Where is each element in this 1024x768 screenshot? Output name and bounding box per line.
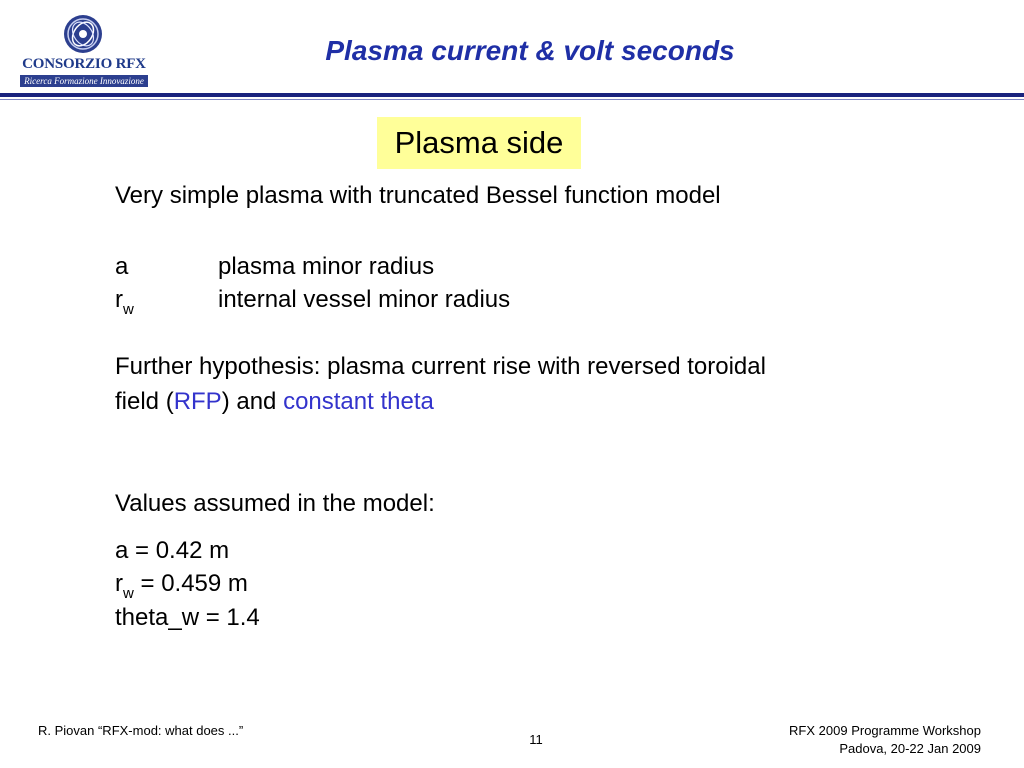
definition-meaning-a: plasma minor radius xyxy=(218,253,435,280)
slide-title: Plasma current & volt seconds xyxy=(325,35,735,66)
footer-event: RFX 2009 Programme Workshop xyxy=(789,723,981,738)
logo-name: CONSORZIO RFX xyxy=(22,56,146,72)
header-divider xyxy=(0,93,1024,97)
definition-symbol-rw: $r_w$ xyxy=(115,286,134,318)
value-rw: $r_w = 0.459$ m xyxy=(115,570,248,602)
logo-emblem-icon xyxy=(63,14,103,54)
header-divider-thin xyxy=(0,99,1024,100)
constant-theta-highlight: constant theta xyxy=(283,388,434,415)
definition-meaning-rw: internal vessel minor radius xyxy=(218,286,511,313)
logo-tagline: Ricerca Formazione Innovazione xyxy=(20,75,148,87)
values-heading: Values assumed in the model: xyxy=(115,490,435,517)
definition-symbol-a: a xyxy=(115,253,129,280)
footer-author: R. Piovan “RFX-mod: what does ...” xyxy=(38,723,244,738)
page-number: 11 xyxy=(529,732,543,747)
rfp-highlight: RFP xyxy=(173,388,222,415)
hypothesis-line-1: Further hypothesis: plasma current rise with reversed toroidal xyxy=(115,353,766,380)
consorzio-rfx-logo xyxy=(14,10,154,86)
value-theta-w: theta_w = 1.4 xyxy=(115,604,260,631)
plasma-side-label: Plasma side xyxy=(377,117,581,169)
value-a: a = 0.42 m xyxy=(115,537,230,564)
hypothesis-line-2: field (RFP) and constant theta xyxy=(115,388,434,415)
intro-text: Very simple plasma with truncated Bessel function model xyxy=(115,182,721,209)
footer-place-date: Padova, 20-22 Jan 2009 xyxy=(839,741,981,756)
